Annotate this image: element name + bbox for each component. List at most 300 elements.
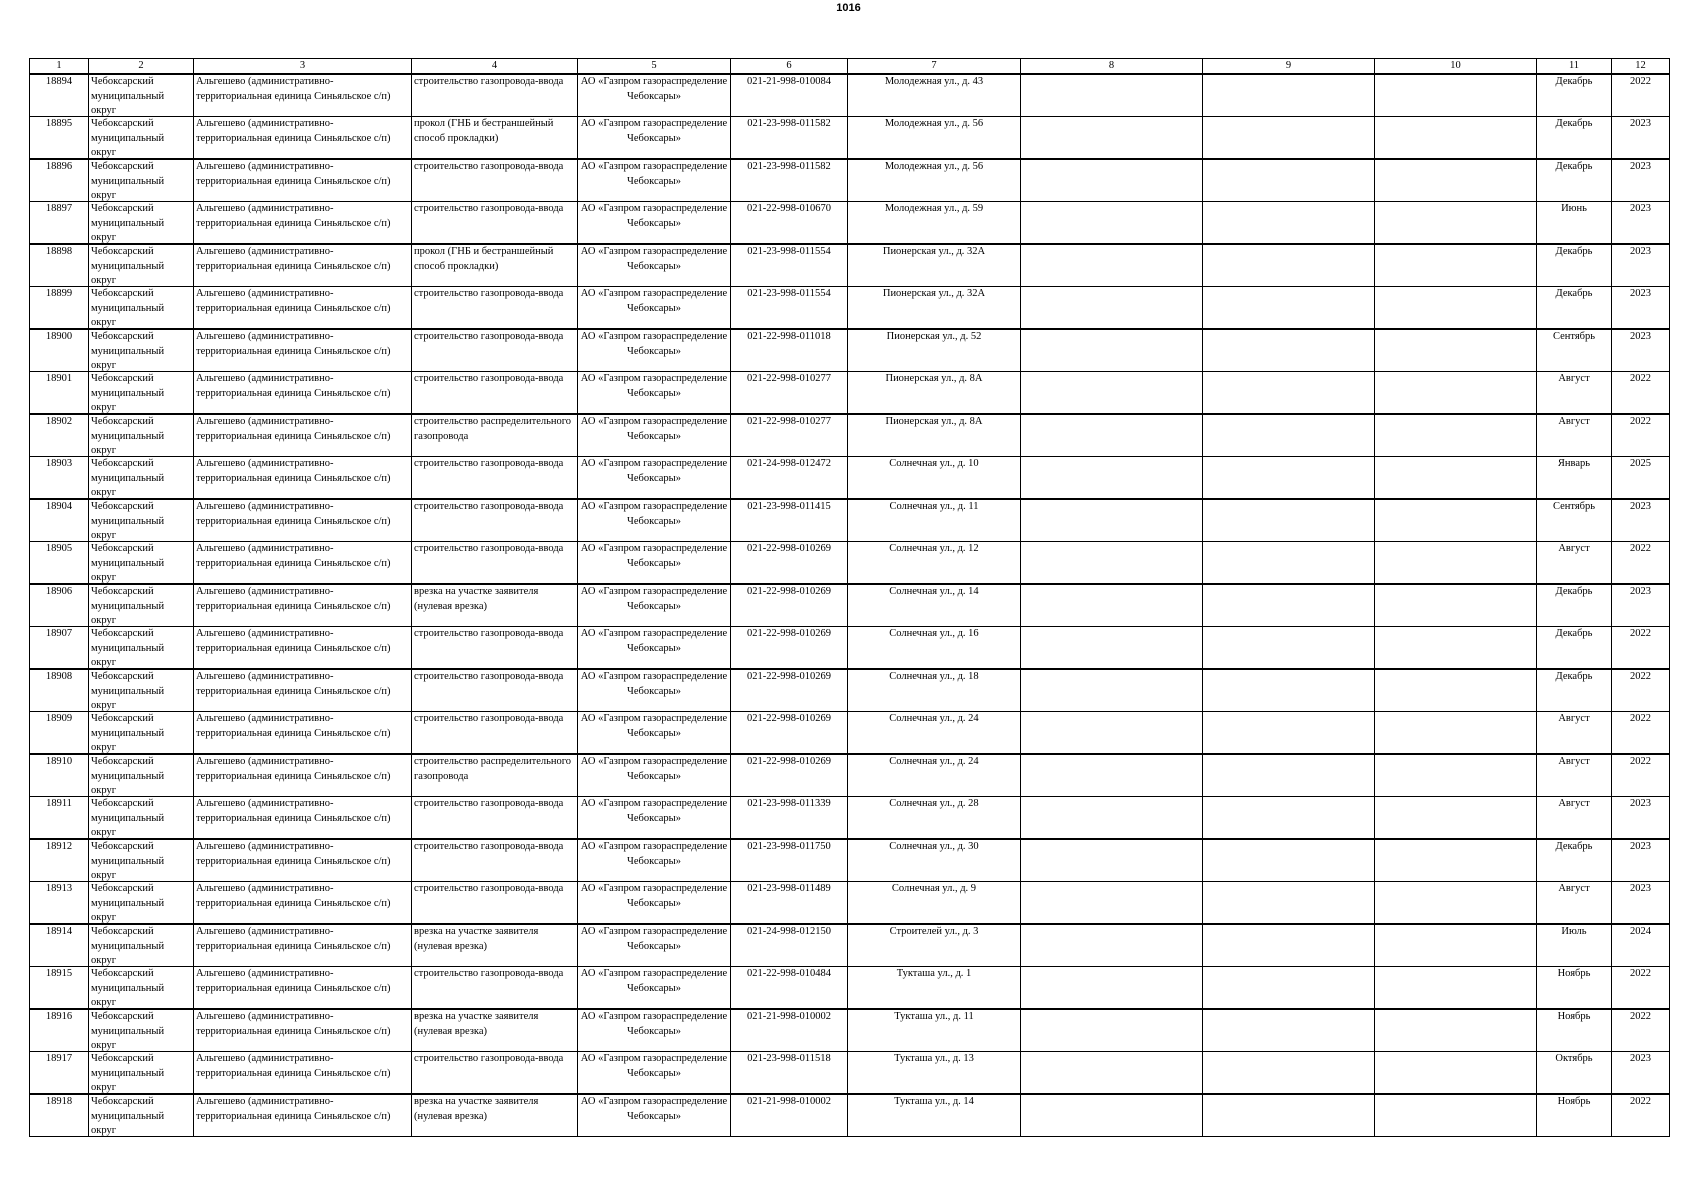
object-code-cell (731, 754, 848, 797)
column-10-cell-text (1377, 670, 1534, 711)
object-code-cell-text: 021-22-998-010277 (747, 416, 831, 427)
column-8-cell (1021, 74, 1203, 117)
year-cell-text: 2023 (1630, 246, 1651, 257)
month-cell-text: Ноябрь (1557, 1096, 1591, 1107)
organization-cell-text: АО «Газпром газораспределение Чебоксары» (580, 841, 728, 867)
organization-cell-text: АО «Газпром газораспределение Чебоксары» (580, 246, 728, 272)
object-code-cell-text: 021-21-998-010002 (747, 1096, 831, 1107)
table-row (30, 287, 1670, 330)
column-8-cell-text (1023, 1010, 1200, 1051)
month-cell-text: Сентябрь (1552, 501, 1596, 512)
locality-cell-text: Альгешево (административно-территориальная единица Синьяльское с/п) (196, 118, 391, 144)
district-cell (89, 287, 194, 330)
column-9-cell (1203, 1052, 1375, 1095)
organization-cell-text: АО «Газпром газораспределение Чебоксары» (580, 671, 728, 697)
work-type-cell (412, 117, 578, 160)
address-cell (848, 839, 1021, 882)
table-row (30, 839, 1670, 882)
address-cell (848, 329, 1021, 372)
object-code-cell (731, 627, 848, 670)
work-type-cell-text: строительство газопровода-ввода (414, 713, 564, 724)
row-number-cell-text: 18911 (46, 798, 72, 809)
column-9-cell-text (1205, 287, 1372, 328)
column-8-cell (1021, 287, 1203, 330)
column-9-cell (1203, 712, 1375, 755)
locality-cell (194, 499, 412, 542)
column-8-cell-text (1023, 75, 1200, 116)
organization-cell (578, 329, 731, 372)
work-type-cell-text: строительство распределительного газопровода (414, 756, 572, 782)
work-type-cell (412, 584, 578, 627)
year-cell-text: 2022 (1630, 756, 1651, 767)
month-cell (1537, 244, 1612, 287)
column-header: 10 (1375, 59, 1537, 75)
locality-cell (194, 754, 412, 797)
row-number-cell-text: 18899 (45, 288, 73, 299)
address-cell-text: Солнечная ул., д. 16 (889, 628, 979, 639)
column-9-cell (1203, 202, 1375, 245)
district-cell (89, 627, 194, 670)
column-9-cell (1203, 967, 1375, 1010)
address-cell-text: Молодежная ул., д. 56 (884, 161, 984, 172)
row-number-cell (30, 797, 89, 840)
column-10-cell (1375, 1009, 1537, 1052)
column-8-cell (1021, 159, 1203, 202)
district-cell-text: Чебоксарский муниципальный округ (91, 76, 165, 116)
year-cell (1612, 244, 1670, 287)
locality-cell (194, 414, 412, 457)
table-row (30, 754, 1670, 797)
district-cell-text: Чебоксарский муниципальный округ (91, 628, 165, 668)
organization-cell (578, 797, 731, 840)
address-cell (848, 287, 1021, 330)
address-cell (848, 74, 1021, 117)
month-cell (1537, 542, 1612, 585)
table-row (30, 499, 1670, 542)
table-row (30, 797, 1670, 840)
locality-cell-text: Альгешево (административно-территориальная единица Синьяльское с/п) (196, 1053, 391, 1079)
locality-cell-text: Альгешево (административно-территориальная единица Синьяльское с/п) (196, 671, 391, 697)
column-8-cell-text (1023, 840, 1200, 881)
table-row (30, 584, 1670, 627)
locality-cell-text: Альгешево (административно-территориальная единица Синьяльское с/п) (196, 756, 391, 782)
month-cell-text: Июнь (1561, 203, 1587, 214)
work-type-cell (412, 244, 578, 287)
column-10-cell-text (1377, 415, 1534, 456)
column-10-cell (1375, 287, 1537, 330)
column-8-cell (1021, 117, 1203, 160)
work-type-cell-text: строительство газопровода-ввода (414, 883, 564, 894)
locality-cell (194, 159, 412, 202)
object-code-cell (731, 924, 848, 967)
object-code-cell (731, 414, 848, 457)
column-header: 11 (1537, 59, 1612, 75)
address-cell-text: Пионерская ул., д. 52 (886, 331, 982, 342)
row-number-cell (30, 1052, 89, 1095)
locality-cell-text: Альгешево (административно-территориальная единица Синьяльское с/п) (196, 883, 391, 909)
column-10-cell (1375, 797, 1537, 840)
month-cell-text: Декабрь (1555, 841, 1593, 852)
column-10-cell-text (1377, 500, 1534, 541)
district-cell (89, 1052, 194, 1095)
month-cell-text: Август (1558, 416, 1590, 427)
locality-cell-text: Альгешево (административно-территориальная единица Синьяльское с/п) (196, 968, 391, 994)
column-10-cell-text (1377, 75, 1534, 116)
year-cell (1612, 669, 1670, 712)
column-9-cell-text (1205, 882, 1372, 923)
address-cell (848, 542, 1021, 585)
table-row (30, 1052, 1670, 1095)
month-cell-text: Август (1558, 798, 1590, 809)
column-8-cell-text (1023, 755, 1200, 796)
locality-cell-text: Альгешево (административно-территориальная единица Синьяльское с/п) (196, 76, 391, 102)
organization-cell (578, 244, 731, 287)
district-cell-text: Чебоксарский муниципальный округ (91, 416, 165, 456)
column-8-cell-text (1023, 415, 1200, 456)
work-type-cell-text: прокол (ГНБ и бестраншейный способ прокладки) (414, 246, 554, 272)
locality-cell (194, 244, 412, 287)
row-number-cell (30, 117, 89, 160)
district-cell (89, 329, 194, 372)
column-8-cell-text (1023, 967, 1200, 1008)
column-8-cell-text (1023, 160, 1200, 201)
address-cell (848, 1009, 1021, 1052)
district-cell-text: Чебоксарский муниципальный округ (91, 1096, 165, 1136)
row-number-cell (30, 754, 89, 797)
column-10-cell-text (1377, 372, 1534, 413)
address-cell (848, 457, 1021, 500)
locality-cell-text: Альгешево (административно-территориальная единица Синьяльское с/п) (196, 501, 391, 527)
column-10-cell-text (1377, 755, 1534, 796)
column-10-cell-text (1377, 245, 1534, 286)
column-10-cell (1375, 669, 1537, 712)
month-cell (1537, 414, 1612, 457)
work-type-cell-text: строительство газопровода-ввода (414, 841, 564, 852)
address-cell (848, 967, 1021, 1010)
object-code-cell-text: 021-24-998-012472 (747, 458, 831, 469)
district-cell-text: Чебоксарский муниципальный округ (91, 288, 165, 328)
row-number-cell-text: 18900 (45, 331, 73, 342)
locality-cell-text: Альгешево (административно-территориальная единица Синьяльское с/п) (196, 543, 391, 569)
locality-cell-text: Альгешево (административно-территориальная единица Синьяльское с/п) (196, 841, 391, 867)
row-number-cell-text: 18904 (45, 501, 73, 512)
year-cell-text: 2023 (1630, 288, 1651, 299)
table-row (30, 74, 1670, 117)
column-8-cell (1021, 924, 1203, 967)
row-number-cell-text: 18901 (45, 373, 73, 384)
year-cell (1612, 499, 1670, 542)
column-10-cell (1375, 967, 1537, 1010)
locality-cell-text: Альгешево (административно-территориальная единица Синьяльское с/п) (196, 416, 391, 442)
district-cell (89, 499, 194, 542)
year-cell-text: 2023 (1630, 203, 1651, 214)
row-number-cell-text: 18895 (45, 118, 73, 129)
month-cell (1537, 797, 1612, 840)
year-cell-text: 2023 (1630, 331, 1651, 342)
organization-cell (578, 754, 731, 797)
row-number-cell (30, 924, 89, 967)
column-8-cell-text (1023, 287, 1200, 328)
district-cell (89, 712, 194, 755)
table-row (30, 967, 1670, 1010)
organization-cell (578, 74, 731, 117)
work-type-cell-text: строительство газопровода-ввода (414, 1053, 564, 1064)
year-cell-text: 2022 (1630, 543, 1651, 554)
district-cell (89, 924, 194, 967)
year-cell-text: 2022 (1630, 416, 1651, 427)
year-cell-text: 2022 (1630, 713, 1651, 724)
work-type-cell-text: строительство газопровода-ввода (414, 288, 564, 299)
organization-cell (578, 372, 731, 415)
column-9-cell-text (1205, 500, 1372, 541)
table-row (30, 414, 1670, 457)
column-9-cell-text (1205, 160, 1372, 201)
month-cell-text: Ноябрь (1557, 968, 1591, 979)
locality-cell-text: Альгешево (административно-территориальная единица Синьяльское с/п) (196, 713, 391, 739)
column-10-cell (1375, 372, 1537, 415)
address-cell (848, 159, 1021, 202)
column-8-cell (1021, 754, 1203, 797)
district-cell (89, 74, 194, 117)
year-cell-text: 2022 (1630, 373, 1651, 384)
locality-cell-text: Альгешево (административно-территориальная единица Синьяльское с/п) (196, 628, 391, 654)
address-cell-text: Пионерская ул., д. 8А (885, 373, 983, 384)
year-cell (1612, 839, 1670, 882)
object-code-cell (731, 584, 848, 627)
year-cell (1612, 287, 1670, 330)
month-cell (1537, 967, 1612, 1010)
row-number-cell (30, 1094, 89, 1137)
column-header: 3 (194, 59, 412, 75)
column-9-cell-text (1205, 755, 1372, 796)
month-cell-text: Август (1558, 373, 1590, 384)
district-cell-text: Чебоксарский муниципальный округ (91, 756, 165, 796)
column-9-cell-text (1205, 585, 1372, 626)
row-number-cell (30, 372, 89, 415)
column-9-cell (1203, 924, 1375, 967)
column-8-cell-text (1023, 925, 1200, 966)
organization-cell (578, 457, 731, 500)
column-9-cell-text (1205, 797, 1372, 838)
year-cell (1612, 1094, 1670, 1137)
column-8-cell (1021, 797, 1203, 840)
row-number-cell-text: 18910 (45, 756, 73, 767)
column-9-cell-text (1205, 925, 1372, 966)
column-header: 6 (731, 59, 848, 75)
address-cell-text: Пионерская ул., д. 8А (885, 416, 983, 427)
year-cell (1612, 542, 1670, 585)
column-10-cell-text (1377, 882, 1534, 923)
work-type-cell (412, 499, 578, 542)
organization-cell (578, 627, 731, 670)
year-cell (1612, 924, 1670, 967)
year-cell-text: 2023 (1630, 501, 1651, 512)
organization-cell (578, 414, 731, 457)
column-9-cell (1203, 754, 1375, 797)
column-8-cell (1021, 414, 1203, 457)
work-type-cell (412, 924, 578, 967)
district-cell (89, 414, 194, 457)
organization-cell (578, 287, 731, 330)
district-cell (89, 542, 194, 585)
organization-cell-text: АО «Газпром газораспределение Чебоксары» (580, 883, 728, 909)
column-9-cell-text (1205, 712, 1372, 753)
row-number-cell (30, 712, 89, 755)
year-cell-text: 2022 (1630, 628, 1651, 639)
column-8-cell (1021, 542, 1203, 585)
work-type-cell-text: строительство газопровода-ввода (414, 458, 564, 469)
column-10-cell-text (1377, 797, 1534, 838)
year-cell-text: 2023 (1630, 798, 1651, 809)
column-9-cell-text (1205, 1095, 1372, 1136)
work-type-cell-text: прокол (ГНБ и бестраншейный способ прокладки) (414, 118, 554, 144)
column-9-cell (1203, 1094, 1375, 1137)
work-type-cell (412, 712, 578, 755)
column-10-cell (1375, 584, 1537, 627)
row-number-cell-text: 18913 (45, 883, 73, 894)
locality-cell (194, 329, 412, 372)
object-code-cell-text: 021-22-998-010277 (747, 373, 831, 384)
column-10-cell-text (1377, 967, 1534, 1008)
organization-cell-text: АО «Газпром газораспределение Чебоксары» (580, 543, 728, 569)
district-cell-text: Чебоксарский муниципальный округ (91, 458, 165, 498)
organization-cell-text: АО «Газпром газораспределение Чебоксары» (580, 628, 728, 654)
year-cell (1612, 882, 1670, 925)
column-10-cell-text (1377, 160, 1534, 201)
month-cell-text: Декабрь (1555, 628, 1593, 639)
organization-cell-text: АО «Газпром газораспределение Чебоксары» (580, 926, 728, 952)
work-type-cell (412, 627, 578, 670)
column-9-cell (1203, 1009, 1375, 1052)
month-cell-text: Декабрь (1555, 76, 1593, 87)
column-8-cell-text (1023, 882, 1200, 923)
column-10-cell (1375, 924, 1537, 967)
locality-cell (194, 542, 412, 585)
locality-cell (194, 287, 412, 330)
column-9-cell (1203, 542, 1375, 585)
table-row (30, 1094, 1670, 1137)
object-code-cell (731, 202, 848, 245)
column-8-cell-text (1023, 245, 1200, 286)
column-header: 12 (1612, 59, 1670, 75)
month-cell (1537, 1094, 1612, 1137)
month-cell (1537, 584, 1612, 627)
district-cell (89, 669, 194, 712)
month-cell (1537, 287, 1612, 330)
column-10-cell (1375, 882, 1537, 925)
district-cell (89, 839, 194, 882)
address-cell (848, 882, 1021, 925)
column-8-cell (1021, 712, 1203, 755)
month-cell-text: Декабрь (1555, 118, 1593, 129)
month-cell-text: Декабрь (1555, 288, 1593, 299)
row-number-cell-text: 18909 (45, 713, 73, 724)
object-code-cell-text: 021-23-998-011339 (747, 798, 831, 809)
address-cell-text: Тукташа ул., д. 14 (894, 1096, 974, 1107)
month-cell (1537, 499, 1612, 542)
work-type-cell (412, 372, 578, 415)
row-number-cell-text: 18894 (45, 76, 73, 87)
address-cell (848, 754, 1021, 797)
district-cell-text: Чебоксарский муниципальный округ (91, 883, 165, 923)
table-row (30, 627, 1670, 670)
year-cell-text: 2022 (1630, 76, 1651, 87)
locality-cell-text: Альгешево (административно-территориальная единица Синьяльское с/п) (196, 288, 391, 314)
column-10-cell (1375, 244, 1537, 287)
column-8-cell (1021, 1052, 1203, 1095)
year-cell-text: 2022 (1630, 1096, 1651, 1107)
district-cell-text: Чебоксарский муниципальный округ (91, 501, 165, 541)
object-code-cell-text: 021-23-998-011554 (747, 288, 831, 299)
month-cell (1537, 1009, 1612, 1052)
column-10-cell-text (1377, 287, 1534, 328)
month-cell (1537, 117, 1612, 160)
year-cell-text: 2022 (1630, 671, 1651, 682)
column-10-cell (1375, 159, 1537, 202)
object-code-cell (731, 244, 848, 287)
column-10-cell-text (1377, 117, 1534, 158)
district-cell-text: Чебоксарский муниципальный округ (91, 203, 165, 243)
month-cell (1537, 159, 1612, 202)
column-9-cell-text (1205, 1010, 1372, 1051)
month-cell (1537, 74, 1612, 117)
row-number-cell-text: 18916 (45, 1011, 73, 1022)
district-cell-text: Чебоксарский муниципальный округ (91, 246, 165, 286)
column-9-cell-text (1205, 457, 1372, 498)
work-type-cell-text: врезка на участке заявителя (нулевая врезка) (414, 1011, 539, 1037)
organization-cell (578, 202, 731, 245)
object-code-cell (731, 74, 848, 117)
address-cell-text: Солнечная ул., д. 12 (889, 543, 979, 554)
column-9-cell (1203, 499, 1375, 542)
year-cell (1612, 414, 1670, 457)
row-number-cell (30, 967, 89, 1010)
object-code-cell (731, 839, 848, 882)
column-8-cell (1021, 627, 1203, 670)
district-cell (89, 584, 194, 627)
month-cell (1537, 329, 1612, 372)
object-code-cell-text: 021-23-998-011518 (747, 1053, 831, 1064)
object-code-cell-text: 021-22-998-010269 (747, 671, 831, 682)
work-type-cell-text: строительство газопровода-ввода (414, 968, 564, 979)
month-cell (1537, 754, 1612, 797)
address-cell (848, 1052, 1021, 1095)
object-code-cell (731, 117, 848, 160)
month-cell (1537, 882, 1612, 925)
object-code-cell-text: 021-23-998-011415 (747, 501, 831, 512)
organization-cell (578, 1009, 731, 1052)
address-cell-text: Пионерская ул., д. 32А (882, 246, 986, 257)
column-8-cell-text (1023, 670, 1200, 711)
district-cell-text: Чебоксарский муниципальный округ (91, 1053, 165, 1093)
organization-cell-text: АО «Газпром газораспределение Чебоксары» (580, 373, 728, 399)
work-type-cell-text: врезка на участке заявителя (нулевая врезка) (414, 586, 539, 612)
address-cell-text: Солнечная ул., д. 28 (889, 798, 979, 809)
month-cell-text: Октябрь (1555, 1053, 1593, 1064)
address-cell (848, 924, 1021, 967)
locality-cell (194, 1009, 412, 1052)
year-cell-text: 2022 (1630, 968, 1651, 979)
address-cell-text: Солнечная ул., д. 24 (889, 756, 979, 767)
column-9-cell-text (1205, 670, 1372, 711)
row-number-cell-text: 18907 (45, 628, 73, 639)
district-cell-text: Чебоксарский муниципальный округ (91, 1011, 165, 1051)
work-type-cell-text: строительство газопровода-ввода (414, 373, 564, 384)
table-row (30, 1009, 1670, 1052)
column-9-cell (1203, 159, 1375, 202)
address-cell (848, 244, 1021, 287)
work-type-cell (412, 329, 578, 372)
